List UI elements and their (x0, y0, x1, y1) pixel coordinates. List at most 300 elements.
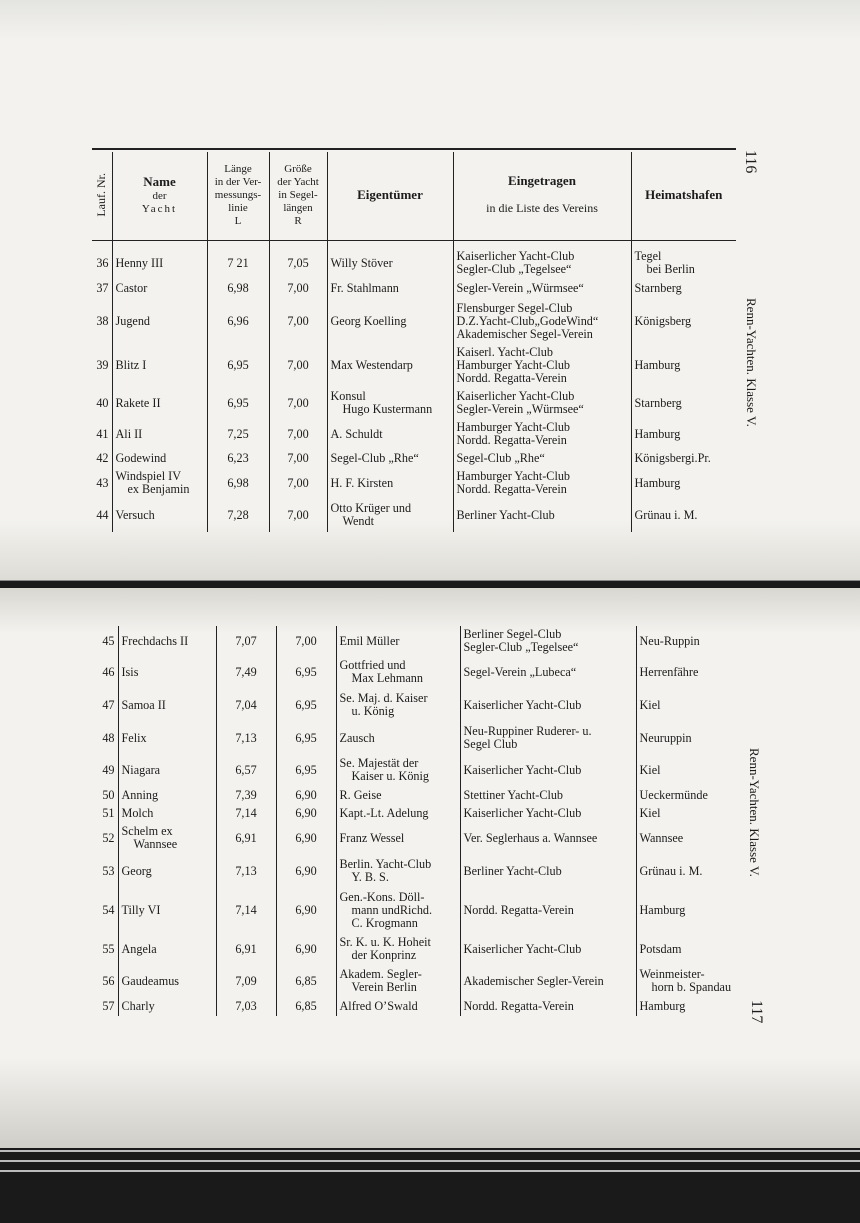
yacht-name-line: Gaudeamus (121, 973, 180, 988)
yacht-name (118, 656, 216, 688)
owner-name-line: Kapt.-Lt. Adelung (339, 805, 429, 820)
owner-name-line: mann undRichd. (351, 902, 433, 917)
owner-name-line: Zausch (339, 730, 375, 745)
size-value: 7,00 (269, 386, 327, 420)
owner-name-line: Hugo Kustermann (342, 402, 433, 416)
length-value: 7,09 (216, 966, 276, 996)
club-list-line: Hamburger Yacht-Club (456, 469, 571, 483)
yacht-name-line: Isis (121, 664, 139, 679)
size-value: 6,90 (276, 888, 336, 932)
table-row (92, 420, 736, 448)
yacht-name-line: ex Benjamin (127, 482, 190, 496)
size-value: 6,85 (276, 966, 336, 996)
club-list-line: Nordd. Regatta-Verein (463, 998, 574, 1013)
club-list-line: D.Z.Yacht-Club„GodeWind“ (456, 313, 599, 328)
table-row (92, 626, 738, 656)
owner-name (327, 468, 453, 498)
club-list-line: Stettiner Yacht-Club (463, 787, 564, 802)
yacht-name-line: Samoa II (121, 697, 166, 712)
owner-name-line: Akadem. Segler- (339, 967, 422, 981)
club-list-line: Berliner Yacht-Club (456, 507, 555, 522)
home-port-line: Königsbergi.Pr. (634, 450, 711, 465)
owner-name-line: Gottfried und (339, 658, 406, 672)
yacht-name (112, 420, 207, 448)
club-list (460, 996, 636, 1016)
yacht-name-line: Tilly VI (121, 902, 161, 917)
owner-name-line: Wendt (342, 514, 375, 528)
yacht-name-line: Schelm ex (121, 824, 173, 838)
row-number: 42 (96, 450, 109, 465)
row-number: 44 (96, 507, 109, 522)
size-value: 7,00 (269, 344, 327, 386)
owner-name-line: Konsul (330, 389, 366, 403)
home-port (631, 498, 736, 532)
row-number: 40 (96, 395, 109, 410)
table-row (92, 386, 736, 420)
owner-name-line: A. Schuldt (330, 426, 383, 441)
yacht-name-line: Jugend (115, 313, 151, 328)
club-list (460, 656, 636, 688)
owner-name (336, 688, 460, 722)
size-value: 7,00 (269, 498, 327, 532)
club-list-line: Kaiserlicher Yacht-Club (463, 762, 582, 777)
table-row (92, 498, 736, 532)
club-list-line: Nordd. Regatta-Verein (456, 370, 567, 385)
owner-name (336, 932, 460, 966)
table-row (92, 722, 738, 754)
home-port-line: Weinmeister- (639, 967, 705, 981)
table-row (92, 468, 736, 498)
size-value: 7,05 (269, 248, 327, 278)
owner-name (336, 626, 460, 656)
owner-name-line: Berlin. Yacht-Club (339, 857, 432, 871)
table-row (92, 888, 738, 932)
length-value: 6,57 (216, 754, 276, 786)
owner-name (336, 786, 460, 804)
home-port-line: Hamburg (634, 426, 681, 441)
club-list (460, 888, 636, 932)
owner-name-line: Se. Maj. d. Kaiser (339, 691, 428, 705)
length-value: 7,13 (216, 722, 276, 754)
owner-name-line: Alfred O’Swald (339, 998, 418, 1013)
owner-name (327, 278, 453, 298)
club-list-line: Kaiserlicher Yacht-Club (463, 941, 582, 956)
owner-name-line: Willy Stöver (330, 255, 393, 270)
owner-name-line: Se. Majestät der (339, 756, 419, 770)
table-row (92, 996, 738, 1016)
size-value: 6,90 (276, 932, 336, 966)
club-list-line: Kaiserlicher Yacht-Club (463, 805, 582, 820)
owner-name-line: Verein Berlin (351, 980, 417, 994)
owner-name-line: R. Geise (339, 787, 382, 802)
yacht-name (112, 386, 207, 420)
header-name: Name der Yacht (112, 152, 207, 238)
length-value: 7,28 (207, 498, 269, 532)
home-port (636, 822, 738, 854)
club-list (453, 498, 631, 532)
length-value: 7,14 (216, 888, 276, 932)
owner-name-line: Franz Wessel (339, 830, 405, 845)
home-port-line: Tegel (634, 249, 662, 263)
yacht-name (118, 966, 216, 996)
owner-name (327, 298, 453, 344)
owner-name (336, 656, 460, 688)
yacht-name (118, 626, 216, 656)
length-value: 6,98 (207, 468, 269, 498)
size-value: 6,90 (276, 786, 336, 804)
home-port (636, 804, 738, 822)
size-value: 7,00 (269, 278, 327, 298)
yacht-name-line: Wannsee (133, 837, 178, 851)
club-list-line: Berliner Segel-Club (463, 627, 562, 641)
row-number: 53 (102, 863, 115, 878)
club-list-line: Segler-Verein „Würmsee“ (456, 280, 584, 295)
row-number: 55 (102, 941, 115, 956)
yacht-name (118, 822, 216, 854)
yacht-name (112, 298, 207, 344)
owner-name (327, 420, 453, 448)
yacht-name (112, 498, 207, 532)
club-list-line: Kaiserlicher Yacht-Club (456, 249, 575, 263)
header-eingetragen: Eingetragen in die Liste des Vereins (453, 152, 631, 238)
header-lauf-nr: Lauf. Nr. (94, 173, 108, 217)
owner-name (336, 996, 460, 1016)
yacht-name (118, 888, 216, 932)
yacht-table-top (92, 152, 736, 532)
table-row (92, 754, 738, 786)
home-port (636, 888, 738, 932)
owner-name-line: Segel-Club „Rhe“ (330, 450, 419, 465)
size-value: 6,90 (276, 804, 336, 822)
row-number: 37 (96, 280, 109, 295)
owner-name-line: Kaiser u. König (351, 769, 430, 783)
row-number: 54 (102, 902, 115, 917)
size-value: 6,90 (276, 854, 336, 888)
club-list-line: Neu-Ruppiner Ruderer- u. (463, 724, 592, 738)
owner-name-line: Gen.-Kons. Döll- (339, 889, 425, 904)
header-heimatshafen: Heimatshafen (631, 152, 736, 238)
club-list-line: Nordd. Regatta-Verein (456, 482, 567, 496)
home-port-line: Neuruppin (639, 730, 692, 745)
club-list (453, 248, 631, 278)
yacht-name (118, 722, 216, 754)
size-value: 7,00 (269, 448, 327, 468)
row-number: 52 (102, 830, 115, 845)
table-row (92, 344, 736, 386)
yacht-name-line: Castor (115, 280, 148, 295)
owner-name-line: Y. B. S. (351, 870, 389, 884)
owner-name (327, 448, 453, 468)
size-value: 6,95 (276, 656, 336, 688)
size-value: 7,00 (269, 298, 327, 344)
owner-name-line: Max Lehmann (351, 671, 423, 685)
owner-name (336, 722, 460, 754)
club-list-line: Kaiserlicher Yacht-Club (456, 389, 575, 403)
home-port-line: Ueckermünde (639, 787, 708, 802)
home-port-line: Hamburg (639, 998, 686, 1013)
header-rule-top (92, 148, 736, 150)
yacht-name-line: Charly (121, 998, 155, 1013)
home-port (636, 996, 738, 1016)
size-value: 6,95 (276, 688, 336, 722)
owner-name (336, 754, 460, 786)
home-port-line: Hamburg (639, 902, 686, 917)
table-row (92, 278, 736, 298)
length-value: 6,95 (207, 344, 269, 386)
club-list (453, 278, 631, 298)
row-number: 43 (96, 475, 109, 490)
yacht-name-line: Ali II (115, 426, 143, 441)
club-list-line: Segel-Verein „Lubeca“ (463, 664, 577, 679)
club-list (453, 448, 631, 468)
home-port-line: Kiel (639, 805, 661, 820)
owner-name (336, 854, 460, 888)
home-port (636, 932, 738, 966)
home-port (636, 626, 738, 656)
owner-name-line: Emil Müller (339, 633, 400, 648)
size-value: 6,90 (276, 822, 336, 854)
home-port-line: bei Berlin (646, 262, 695, 276)
club-list (453, 420, 631, 448)
yacht-name (112, 278, 207, 298)
yacht-name-line: Windspiel IV (115, 469, 182, 483)
yacht-name-line: Henny III (115, 255, 164, 270)
yacht-name-line: Angela (121, 941, 157, 956)
home-port (631, 420, 736, 448)
length-value: 7,14 (216, 804, 276, 822)
length-value: 7,39 (216, 786, 276, 804)
home-port (636, 966, 738, 996)
club-list-line: Segel-Club „Rhe“ (456, 450, 545, 465)
yacht-name-line: Molch (121, 805, 154, 820)
length-value: 7,49 (216, 656, 276, 688)
owner-name (327, 344, 453, 386)
page-number-117: 117 (748, 1000, 765, 1024)
length-value: 6,95 (207, 386, 269, 420)
home-port-line: horn b. Spandau (651, 980, 732, 994)
row-number: 45 (102, 633, 115, 648)
table-row (92, 966, 738, 996)
home-port (631, 448, 736, 468)
owner-name-line: Max Westendarp (330, 357, 413, 372)
yacht-name-line: Anning (121, 787, 159, 802)
row-number: 47 (102, 697, 115, 712)
table-row (92, 448, 736, 468)
top-page (0, 0, 860, 581)
club-list (460, 854, 636, 888)
club-list (460, 754, 636, 786)
yacht-name (118, 754, 216, 786)
length-value: 7,04 (216, 688, 276, 722)
home-port (631, 344, 736, 386)
yacht-name (112, 468, 207, 498)
page-edge (0, 1150, 860, 1152)
length-value: 7 21 (207, 248, 269, 278)
table-row (92, 248, 736, 278)
home-port (636, 656, 738, 688)
length-value: 6,96 (207, 298, 269, 344)
club-list-line: Segler-Club „Tegelsee“ (463, 640, 579, 654)
owner-name-line: der Konprinz (351, 948, 417, 962)
length-value: 7,13 (216, 854, 276, 888)
yacht-table-bottom (92, 626, 738, 1016)
club-list-line: Segel Club (463, 737, 518, 751)
club-list (460, 804, 636, 822)
bottom-page (0, 588, 860, 1148)
home-port (631, 386, 736, 420)
home-port (636, 786, 738, 804)
club-list (453, 386, 631, 420)
home-port-line: Hamburg (634, 357, 681, 372)
table-row (92, 804, 738, 822)
table-row (92, 656, 738, 688)
row-number: 49 (102, 762, 115, 777)
page-edge (0, 1160, 860, 1162)
owner-name (327, 248, 453, 278)
owner-name-line: Fr. Stahlmann (330, 280, 399, 295)
club-list (460, 786, 636, 804)
row-number: 51 (102, 805, 115, 820)
home-port-line: Kiel (639, 762, 661, 777)
home-port-line: Kiel (639, 697, 661, 712)
club-list-line: Kaiserlicher Yacht-Club (463, 697, 582, 712)
club-list-line: Ver. Seglerhaus a. Wannsee (463, 830, 598, 845)
row-number: 56 (102, 973, 115, 988)
yacht-name-line: Godewind (115, 450, 167, 465)
page-edge (0, 1170, 860, 1172)
club-list-line: Nordd. Regatta-Verein (463, 902, 574, 917)
club-list (460, 626, 636, 656)
home-port (636, 688, 738, 722)
yacht-name-line: Versuch (115, 507, 155, 522)
table-row (92, 786, 738, 804)
table-row (92, 822, 738, 854)
size-value: 7,00 (269, 468, 327, 498)
yacht-name (112, 248, 207, 278)
club-list (460, 966, 636, 996)
table-row (92, 932, 738, 966)
header-eigentuemer: Eigentümer (327, 152, 453, 238)
length-value: 7,03 (216, 996, 276, 1016)
row-number: 39 (96, 357, 109, 372)
home-port-line: Grünau i. M. (639, 863, 703, 878)
owner-name-line: C. Krogmann (351, 915, 418, 930)
yacht-name (118, 688, 216, 722)
club-list (460, 822, 636, 854)
length-value: 6,91 (216, 932, 276, 966)
owner-name (327, 386, 453, 420)
row-number: 57 (102, 998, 115, 1013)
home-port-line: Königsberg (634, 313, 692, 328)
owner-name-line: Otto Krüger und (330, 501, 412, 515)
running-title-bottom: Renn-Yachten. Klasse V. (747, 748, 762, 877)
length-value: 6,98 (207, 278, 269, 298)
home-port-line: Neu-Ruppin (639, 633, 700, 648)
club-list-line: Hamburger Yacht-Club (456, 357, 571, 372)
home-port (636, 754, 738, 786)
home-port-line: Hamburg (634, 475, 681, 490)
club-list-line: Segler-Verein „Würmsee“ (456, 402, 584, 416)
yacht-name-line: Rakete II (115, 395, 161, 410)
home-port (631, 468, 736, 498)
owner-name-line: H. F. Kirsten (330, 475, 394, 490)
owner-name (327, 498, 453, 532)
club-list-line: Flensburger Segel-Club (456, 300, 573, 315)
length-value: 7,07 (216, 626, 276, 656)
size-value: 7,00 (269, 420, 327, 448)
yacht-name-line: Frechdachs II (121, 633, 189, 648)
size-value: 6,95 (276, 754, 336, 786)
size-value: 6,85 (276, 996, 336, 1016)
owner-name (336, 888, 460, 932)
club-list-line: Kaiserl. Yacht-Club (456, 344, 553, 359)
yacht-name (118, 786, 216, 804)
yacht-name (112, 344, 207, 386)
owner-name-line: u. König (351, 704, 395, 718)
home-port-line: Grünau i. M. (634, 507, 698, 522)
row-number: 48 (102, 730, 115, 745)
club-list-line: Akademischer Segel-Verein (456, 326, 593, 341)
header-groesse: Größe der Yacht in Segel- längen R (269, 152, 327, 238)
club-list (460, 932, 636, 966)
home-port (631, 278, 736, 298)
yacht-name-line: Georg (121, 863, 152, 878)
home-port (631, 248, 736, 278)
row-number: 41 (96, 426, 109, 441)
row-number: 50 (102, 787, 115, 802)
home-port-line: Herrenfähre (639, 664, 699, 679)
row-number: 46 (102, 664, 115, 679)
club-list-line: Akademischer Segler-Verein (463, 973, 604, 988)
home-port (636, 722, 738, 754)
club-list-line: Berliner Yacht-Club (463, 863, 562, 878)
yacht-name (118, 854, 216, 888)
header-laenge: Länge in der Ver- messungs- linie L (207, 152, 269, 238)
club-list (460, 722, 636, 754)
home-port (636, 854, 738, 888)
table-row (92, 688, 738, 722)
club-list (453, 298, 631, 344)
page-number-116: 116 (742, 150, 759, 174)
yacht-name (118, 996, 216, 1016)
home-port-line: Starnberg (634, 280, 682, 295)
club-list (460, 688, 636, 722)
home-port-line: Wannsee (639, 830, 684, 845)
table-row (92, 298, 736, 344)
table-row (92, 854, 738, 888)
home-port-line: Starnberg (634, 395, 682, 410)
yacht-name-line: Niagara (121, 762, 161, 777)
owner-name (336, 822, 460, 854)
row-number: 36 (96, 255, 109, 270)
yacht-name-line: Blitz I (115, 357, 147, 372)
home-port-line: Potsdam (639, 941, 682, 956)
yacht-name (112, 448, 207, 468)
size-value: 7,00 (276, 626, 336, 656)
owner-name (336, 966, 460, 996)
yacht-name (118, 804, 216, 822)
yacht-name (118, 932, 216, 966)
running-title-top: Renn-Yachten. Klasse V. (744, 298, 759, 427)
row-number: 38 (96, 313, 109, 328)
home-port (631, 298, 736, 344)
club-list-line: Segler-Club „Tegelsee“ (456, 262, 572, 276)
length-value: 6,91 (216, 822, 276, 854)
length-value: 7,25 (207, 420, 269, 448)
size-value: 6,95 (276, 722, 336, 754)
club-list (453, 344, 631, 386)
length-value: 6,23 (207, 448, 269, 468)
